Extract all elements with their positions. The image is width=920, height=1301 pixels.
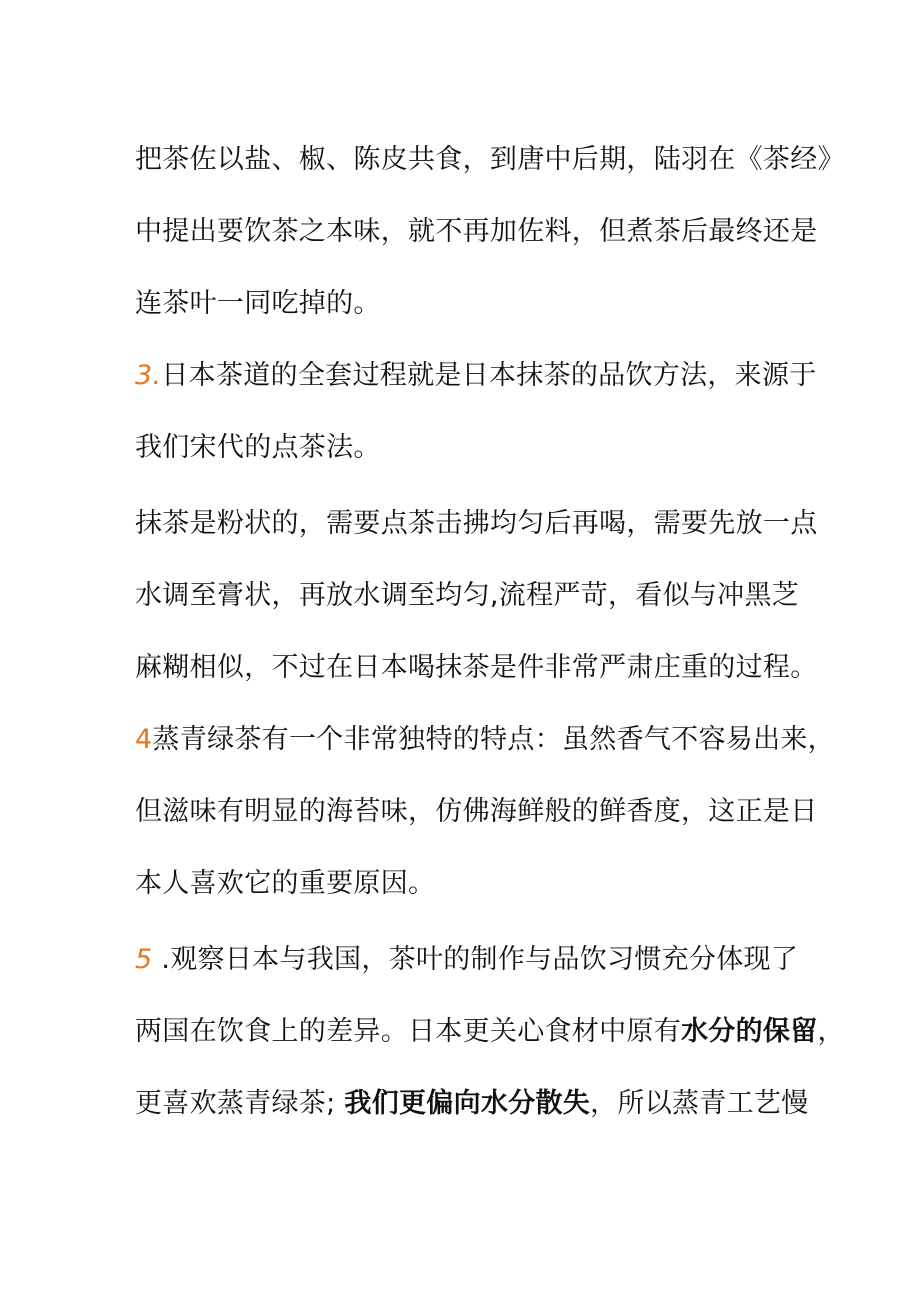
line-text: 把茶佐以盐、椒、陈皮共食，到唐中后期，陆羽在《茶经》 [135, 144, 845, 175]
text-line-12 [135, 942, 798, 978]
text-line-9 [135, 722, 835, 758]
text-line-8 [135, 650, 818, 686]
text-line-13 [135, 1014, 845, 1050]
line-text: .观察日本与我国，茶叶的制作与品饮习惯充分体现了 [152, 944, 799, 975]
bold-emphasis: 我们更偏向水分散失 [344, 1088, 591, 1119]
line-text: 麻糊相似，不过在日本喝抹茶是件非常严肃庄重的过程。 [135, 652, 818, 683]
text-line-10 [135, 794, 818, 830]
line-text-end: ，所以蒸青工艺慢 [590, 1088, 809, 1119]
item-number-4: 4 [135, 724, 153, 755]
line-text: 中提出要饮茶之本味，就不再加佐料，但煮茶后最终还是 [135, 216, 818, 247]
line-text: 抹茶是粉状的，需要点茶击拂均匀后再喝，需要先放一点 [135, 508, 818, 539]
item-number-5: 5 [135, 944, 153, 975]
text-line-3 [135, 286, 381, 322]
text-line-4 [135, 358, 817, 394]
line-text-end: ， [817, 1016, 845, 1047]
line-text: 本人喜欢它的重要原因。 [135, 868, 436, 899]
line-text: 蒸青绿茶有一个非常独特的特点：虽然香气不容易出来， [152, 724, 835, 755]
item-number-3: 3. [135, 360, 162, 391]
text-line-1 [135, 142, 845, 178]
line-text: 日本茶道的全套过程就是日本抹茶的品饮方法，来源于 [161, 360, 817, 391]
line-text: 更喜欢蒸青绿茶; [135, 1088, 345, 1119]
text-line-14 [135, 1086, 809, 1122]
line-text: 我们宋代的点茶法。 [135, 432, 381, 463]
line-text: 两国在饮食上的差异。日本更关心食材中原有 [135, 1016, 681, 1047]
text-line-6 [135, 506, 818, 542]
text-line-2 [135, 214, 818, 250]
line-text: 但滋味有明显的海苔味，仿佛海鲜般的鲜香度，这正是日 [135, 796, 818, 827]
line-text: 水调至膏状，再放水调至均匀,流程严苛，看似与冲黑芝 [135, 580, 800, 611]
line-text: 连茶叶一同吃掉的。 [135, 288, 381, 319]
bold-emphasis: 水分的保留 [681, 1016, 818, 1047]
text-line-11 [135, 866, 435, 902]
text-line-7 [135, 578, 799, 614]
text-line-5 [135, 430, 381, 466]
